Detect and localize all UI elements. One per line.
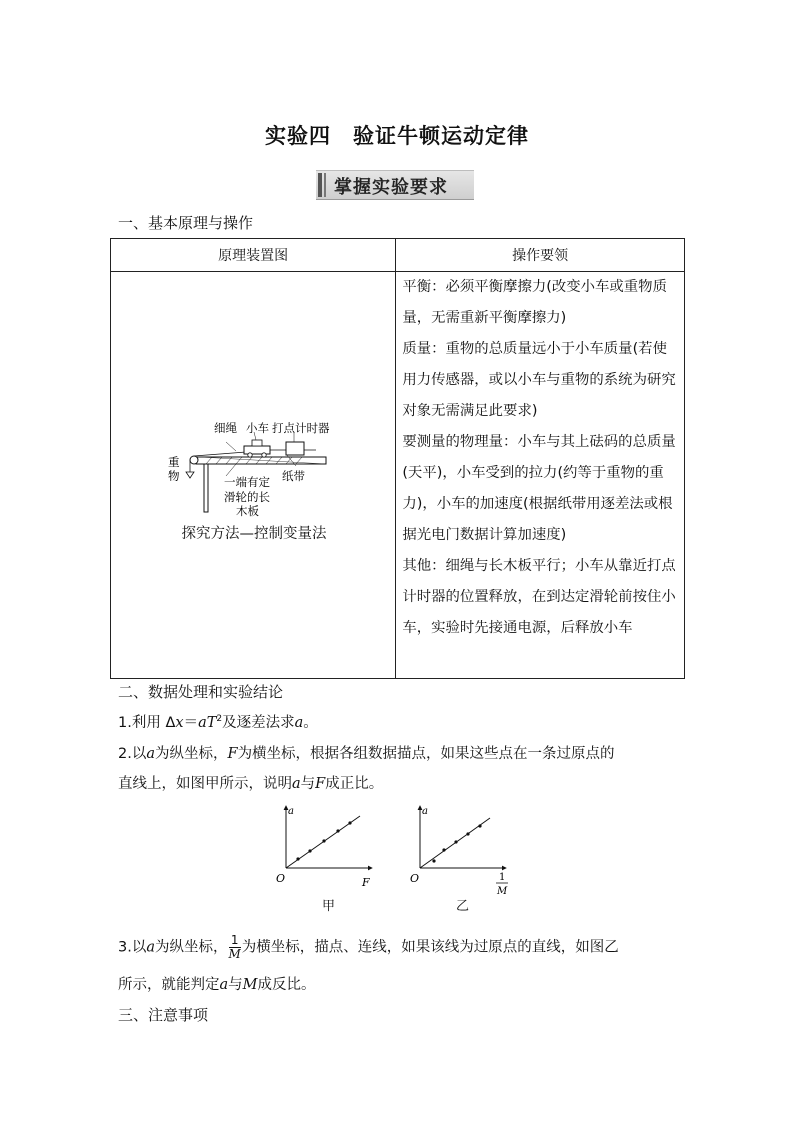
apparatus-diagram	[166, 402, 346, 517]
weight-icon	[186, 472, 194, 478]
data-point	[466, 832, 469, 835]
graph-jia	[270, 800, 380, 895]
op-mass: 质量：重物的总质量远小于小车质量(若使用力传感器，或以小车与重物的系统为研究对象无需满足此要求)	[402, 341, 676, 419]
section-heading-1: 一、基本原理与操作	[118, 214, 254, 232]
data-point	[432, 859, 435, 862]
label-board-2: 滑轮的长	[224, 490, 270, 504]
label-rope: 细绳	[214, 421, 237, 435]
table-header-left: 原理装置图	[111, 239, 396, 272]
item-2-line-2: 直线上，如图甲所示，说明a与F成正比。	[118, 776, 384, 792]
graph-caption-yi: 乙	[456, 899, 470, 914]
pulley-icon	[190, 456, 198, 464]
x-axis-label-denominator: M	[497, 886, 508, 897]
data-point	[308, 849, 311, 852]
origin-label: O	[276, 872, 286, 885]
op-balance: 平衡：必须平衡摩擦力(改变小车或重物质量，无需重新平衡摩擦力)	[402, 279, 667, 326]
op-other: 其他：细绳与长木板平行；小车从靠近打点计时器的位置释放，在到达定滑轮前按住小车，实验时先接通电源，后释放小车	[402, 558, 676, 636]
y-axis-label: a	[288, 806, 294, 817]
item-3-line-1: 3.以a为纵坐标， $\frac{1}{M}$ 为横坐标，描点、连线，如果该线为过原点的直线，如图乙	[118, 933, 619, 961]
section-heading-2: 二、数据处理和实验结论	[118, 683, 284, 701]
banner-bar-decoration-thin	[324, 173, 326, 197]
rope-line	[194, 452, 246, 456]
banner-bar-decoration	[318, 173, 322, 197]
label-weight-1: 重	[168, 455, 180, 469]
apparatus-cell	[111, 272, 396, 679]
op-measure: 要测量的物理量：小车与其上砝码的总质量(天平)，小车受到的拉力(约等于重物的重力)，小车的加速度(根据纸带用逐差法或根据光电门数据计算加速度)	[402, 434, 676, 543]
operations-cell	[396, 272, 685, 679]
table-header-right: 操作要领	[396, 239, 685, 272]
data-point	[296, 857, 299, 860]
data-point	[322, 839, 325, 842]
item-3-line-2: 所示，就能判定a与M成反比。	[118, 977, 316, 993]
data-point	[348, 821, 351, 824]
label-board-1: 一端有定	[224, 475, 270, 489]
timer-icon	[286, 442, 304, 455]
label-tape: 纸带	[282, 469, 305, 483]
graph-caption-jia: 甲	[322, 899, 336, 914]
x-axis-label-numerator: 1	[499, 872, 506, 883]
cart-icon	[244, 446, 270, 454]
section-banner	[316, 170, 474, 200]
data-point	[478, 824, 481, 827]
data-point	[442, 848, 445, 851]
fraction-1-over-M: $\frac{1}{M}$	[228, 933, 241, 961]
label-cart: 小车	[246, 421, 269, 435]
label-board-3: 木板	[236, 504, 259, 517]
banner-text: 掌握实验要求	[334, 177, 448, 198]
data-point	[454, 840, 457, 843]
item-2-line-1: 2.以a为纵坐标，F为横坐标，根据各组数据描点，如果这些点在一条过原点的	[118, 746, 615, 762]
x-axis-label: F	[362, 876, 370, 889]
method-text: 探究方法—控制变量法	[181, 526, 327, 542]
principle-table	[110, 238, 685, 679]
page-title: 实验四 验证牛顿运动定律	[265, 123, 529, 148]
data-point	[336, 829, 339, 832]
label-timer: 打点计时器	[272, 421, 330, 435]
table-leg	[204, 464, 208, 512]
graph-yi	[404, 800, 514, 900]
item-1: 1.利用 $\Delta x=aT^2$及逐差法求a。	[118, 714, 318, 731]
y-axis-label: a	[422, 806, 428, 817]
label-weight-2: 物	[168, 469, 180, 483]
section-heading-3: 三、注意事项	[118, 1006, 209, 1024]
origin-label: O	[410, 872, 420, 885]
